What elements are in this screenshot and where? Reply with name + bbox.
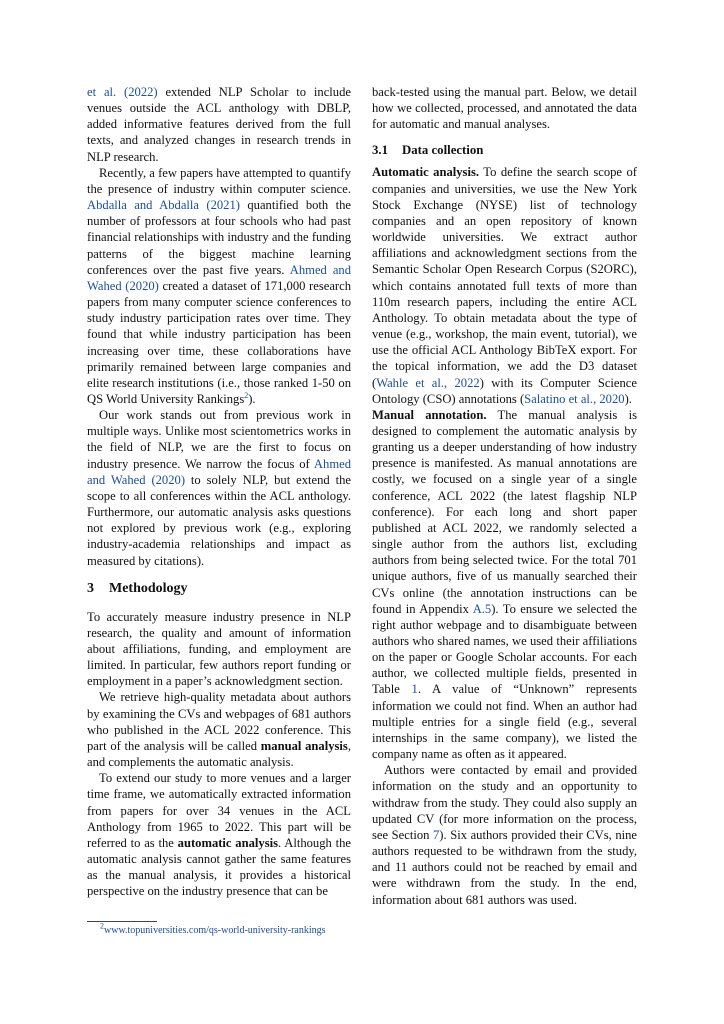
paragraph-our-work xyxy=(87,407,351,569)
footnote-url-link[interactable]: www.topuniversities.com/qs-world-university-rankings xyxy=(104,925,326,936)
paragraph-automatic-analysis xyxy=(87,770,351,899)
paragraph-automatic-analysis-data xyxy=(372,164,637,406)
paragraph-nlp-scholar xyxy=(87,84,351,165)
appendix-link[interactable]: A.5 xyxy=(472,601,492,616)
paragraph-methodology-intro: To accurately measure industry presence in NLP research, the quality and amount of information about affiliations, funding, and employment are limited. In particular, few authors report funding or employment in a paper’s acknowledgment section. xyxy=(87,609,351,689)
paragraph-text: . A value of “Unknown” represents information we could not find. When an author had multiple entries for a single field (e.g., several internships in the same company), we listed the company name as often as it appeared. xyxy=(372,682,638,762)
citation-link[interactable]: Wahle et al., 2022 xyxy=(376,375,480,390)
paragraph-text: We retrieve high-quality metadata about authors by examining the CVs and webpages of 681 authors who published in the ACL 2022 conference. This part of the analysis will be called xyxy=(87,690,351,753)
paragraph-backtested: back-tested using the manual part. Below, we detail how we collected, processed, and annotated the data for automatic and manual analyses. xyxy=(372,85,637,132)
footnote xyxy=(100,921,326,936)
paragraph-text: , and complements the automatic analysis. xyxy=(87,738,351,770)
section-title: Methodology xyxy=(109,580,188,596)
subsection-number: 3.1 xyxy=(372,143,388,158)
citation-link[interactable]: Salatino et al., 2020 xyxy=(524,391,625,406)
paragraph-manual-annotation xyxy=(372,407,637,762)
paragraph-text: . Although the automatic analysis cannot gather the same features as the manual analysis, it provides a historical perspective on the industry presence that can be xyxy=(87,835,351,899)
paragraph-text: ). To ensure we selected the right author webpage and to disambiguate between authors who shared names, we used their affiliations on the paper or Google Scholar accounts. For each author, we collected multiple fields, presented in Table xyxy=(372,601,637,697)
paragraph-text: Authors were contacted by email and provided information on the study and an opportunity to withdraw from the study. They could also supply an updated CV (for more information on the process, see Section xyxy=(372,763,637,842)
paragraph-text: The manual analysis is designed to complement the automatic analysis by granting us a deeper understanding of how industry presence is manifested. As manual annotations are costly, we focused on a single year of a single conference, ACL 2022 (the latest flagship NLP conference). For each long and short paper published at ACL 2022, we randomly selected a single author from the authors list, excluding authors from being selected twice. For the total 701 unique authors, five of us manually searched their CVs online (the annotation instructions can be found in Appendix xyxy=(372,407,637,616)
paragraph-text: ). xyxy=(624,391,632,406)
paragraph-text: extended NLP Scholar to include venues outside the ACL anthology with DBLP, added informative features derived from the full texts, and analyzed changes in research trends in NLP research. xyxy=(87,85,351,164)
paragraph-text: To define the search scope of companies and universities, we use the New York Stock Exchange (NYSE) list of technology companies and an open repository of known worldwide universities. We extract author affiliations and acknowledgment sections from the Semantic Scholar Open Research Corpus (S2ORC), which contains annotated full texts of more than 110m research papers, including the entire ACL Anthology. To obtain metadata about the type of venue (e.g., workshop, the main event, tutorial), we use the official ACL Anthology BibTeX export. For the topical information, we add the D3 dataset ( xyxy=(372,165,637,390)
citation-link[interactable]: et al. (2022) xyxy=(87,85,158,99)
paragraph-text: ). xyxy=(248,391,256,406)
paragraph-authors-contacted xyxy=(372,762,637,907)
paragraph-text: created a dataset of 171,000 research papers from many computer science conferences to study industry participation rates over time. They found that while industry participation has been increasing over time, these collaborations have primarily remained between large companies and elite research institutions (i.e., those ranked 1-50 on QS World University Rankings xyxy=(87,278,351,406)
citation-link[interactable]: Ahmed and Wahed (2020) xyxy=(87,262,352,293)
section-link[interactable]: 7 xyxy=(433,827,440,842)
left-column xyxy=(87,84,351,900)
paragraph-text: to solely NLP, but extend the scope to all conferences within the ACL anthology. Furthermore, our automatic analysis asks questions not explored by previous work (e.g., exploring industry-academia relationships and impact as measured by citations). xyxy=(87,472,351,568)
paragraph-text: To extend our study to more venues and a larger time frame, we automatically extracted information from papers for over 34 venues in the ACL Anthology from 1965 to 2022. This part will be referred to as the xyxy=(87,771,351,850)
footnote-divider xyxy=(87,921,157,922)
subsection-heading-data-collection xyxy=(372,142,637,158)
citation-link[interactable]: Ahmed and Wahed (2020) xyxy=(87,456,351,487)
paragraph-manual-analysis xyxy=(87,689,351,770)
run-in-heading: Manual annotation. xyxy=(372,407,487,422)
paragraph-text: Our work stands out from previous work in multiple ways. Unlike most scientometrics works in the field of NLP, we are the first to focus on industry presence. We narrow the focus of xyxy=(87,408,351,471)
paragraph-text: Recently, a few papers have attempted to quantify the presence of industry within computer science. xyxy=(87,165,351,196)
table-link[interactable]: 1 xyxy=(411,682,418,697)
right-column xyxy=(372,84,637,908)
run-in-heading: Automatic analysis. xyxy=(372,165,479,180)
paragraph-industry-quantify xyxy=(87,165,351,407)
bold-term: manual analysis xyxy=(260,738,348,753)
paragraph-text: ) with its Computer Science Ontology (CSO) annotations ( xyxy=(372,375,637,406)
section-number: 3 xyxy=(87,580,94,596)
footnote-marker[interactable]: 2 xyxy=(244,390,249,400)
subsection-title: Data collection xyxy=(402,143,484,158)
section-heading-methodology xyxy=(87,580,351,598)
citation-link[interactable]: Abdalla and Abdalla (2021) xyxy=(87,198,240,213)
bold-term: automatic analysis xyxy=(177,835,278,850)
paragraph-text: quantified both the number of professors at four schools who had past financial relationships with industry and the funding patterns of the biggest machine learning conferences over the past five years. xyxy=(87,198,351,277)
paragraph-text: ). Six authors provided their CVs, nine authors requested to be withdrawn from the study, and 11 authors could not be reached by email and were withdrawn from the study. In the end, information about 681 authors was used. xyxy=(372,827,637,907)
footnote-number: 2 xyxy=(100,921,104,931)
